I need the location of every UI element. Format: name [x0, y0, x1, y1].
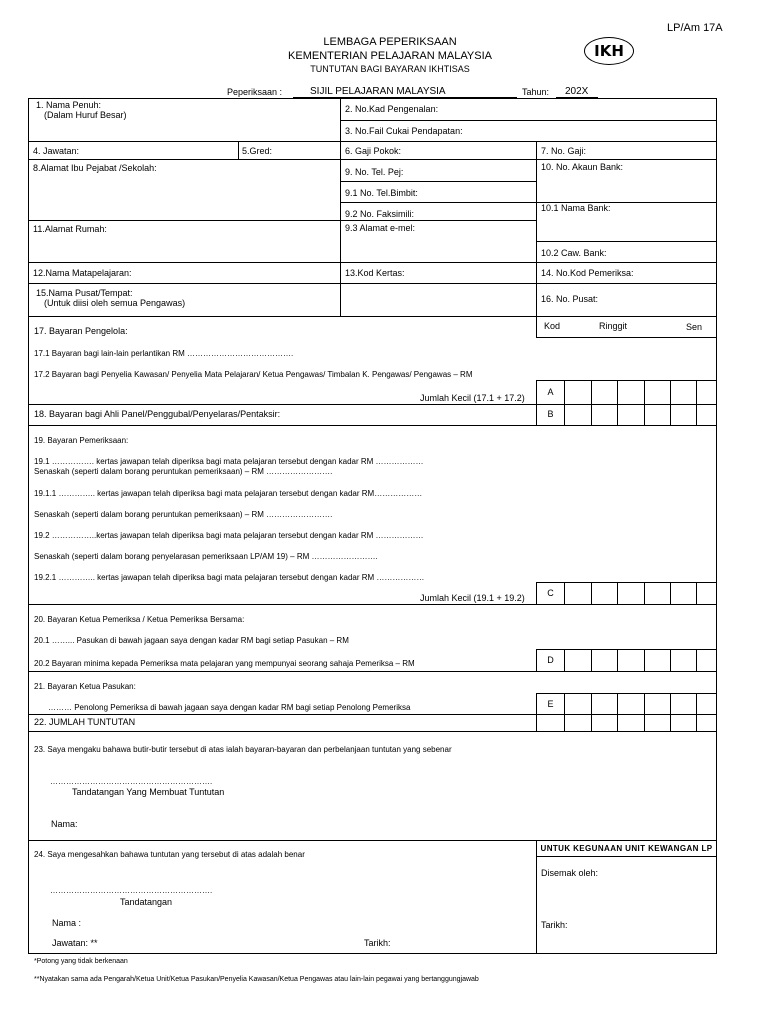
- full-name-note: (Dalam Huruf Besar): [44, 110, 127, 120]
- grade-field[interactable]: 5.Gred:: [242, 146, 273, 156]
- sen-header: Sen: [686, 322, 703, 332]
- paper-code-field[interactable]: 13.Kod Kertas:: [345, 268, 405, 278]
- section-19-2-1a[interactable]: 19.2.1 ………….. kertas jawapan telah diperiksa bagi mata pelajaran tersebut dengan kadar RM ………………: [34, 573, 425, 582]
- section-20-2[interactable]: 20.2 Bayaran minima kepada Pemeriksa mata pelajaran yang mempunyai seorang sahaja Pemeriksa – RM: [34, 659, 415, 668]
- verifier-name-label[interactable]: Nama :: [52, 918, 82, 928]
- fax-field[interactable]: 9.2 No. Faksimili:: [345, 209, 415, 219]
- salary-number-field[interactable]: 7. No. Gaji:: [541, 146, 587, 156]
- code-b: B: [547, 409, 554, 419]
- section-24-confirmation: 24. Saya mengesahkan bahawa tuntutan yang tersebut di atas adalah benar: [34, 850, 305, 859]
- verifier-position-label[interactable]: Jawatan: **: [52, 938, 98, 948]
- code-a: A: [547, 387, 554, 397]
- year-value[interactable]: 202X: [565, 86, 589, 97]
- section-19-1-1b[interactable]: Senaskah (seperti dalam borang peruntukan pemeriksaan) – RM …………………….: [34, 510, 333, 519]
- code-c: C: [547, 588, 554, 598]
- ringgit-header: Ringgit: [599, 321, 628, 331]
- section-19-subtotal: Jumlah Kecil (19.1 + 19.2): [420, 593, 525, 603]
- office-date-field[interactable]: Tarikh:: [541, 920, 568, 930]
- section-23-declaration: 23. Saya mengaku bahawa butir-butir tersebut di atas ialah bayaran-bayaran dan perbelanjaan tuntutan yang sebenar: [34, 745, 452, 754]
- kod-header: Kod: [544, 321, 561, 331]
- section-17-title: 17. Bayaran Pengelola:: [34, 326, 128, 336]
- section-19-2b[interactable]: Senaskah (seperti dalam borang penyelarasan pemeriksaan LP/AM 19) – RM …………………….: [34, 552, 378, 561]
- checked-by-field[interactable]: Disemak oleh:: [541, 868, 599, 878]
- bank-account-field[interactable]: 10. No. Akaun Bank:: [541, 162, 624, 172]
- form-code: LP/Am 17A: [667, 22, 723, 34]
- exam-label: Peperiksaan :: [227, 87, 283, 97]
- basic-salary-field[interactable]: 6. Gaji Pokok:: [345, 146, 402, 156]
- exam-value[interactable]: SIJIL PELAJARAN MALAYSIA: [310, 86, 446, 97]
- footnote-1: *Potong yang tidak berkenaan: [34, 958, 128, 965]
- claimant-signature-label: Tandatangan Yang Membuat Tuntutan: [72, 787, 225, 797]
- examiner-code-field[interactable]: 14. No.Kod Pemeriksa:: [541, 268, 634, 278]
- ministry-title: KEMENTERIAN PELAJARAN MALAYSIA: [288, 50, 492, 62]
- subject-field[interactable]: 12.Nama Matapelajaran:: [33, 268, 132, 278]
- full-name-field[interactable]: 1. Nama Penuh:: [36, 100, 102, 110]
- verifier-date-label[interactable]: Tarikh:: [364, 938, 391, 948]
- year-label: Tahun:: [522, 87, 550, 97]
- section-19-2a[interactable]: 19.2 ……………..kertas jawapan telah diperiksa bagi mata pelajaran tersebut dengan kadar RM ………………: [34, 531, 424, 540]
- ic-number-field[interactable]: 2. No.Kad Pengenalan:: [345, 104, 439, 114]
- code-e: E: [547, 699, 554, 709]
- verifier-signature-label: Tandatangan: [120, 897, 173, 907]
- home-address-field[interactable]: 11.Alamat Rumah:: [33, 224, 107, 234]
- section-17-subtotal: Jumlah Kecil (17.1 + 17.2): [420, 393, 525, 403]
- section-21-1[interactable]: ……… Penolong Pemeriksa di bawah jagaan saya dengan kadar RM bagi setiap Penolong Pemeriksa: [48, 703, 411, 712]
- email-field[interactable]: 9.3 Alamat e-mel:: [345, 223, 416, 233]
- position-field[interactable]: 4. Jawatan:: [33, 146, 80, 156]
- section-19-1a[interactable]: 19.1 ……………. kertas jawapan telah diperiksa bagi mata pelajaran tersebut dengan kadar RM ………………: [34, 457, 424, 466]
- bank-branch-field[interactable]: 10.2 Caw. Bank:: [541, 248, 607, 258]
- total-claim-label: 22. JUMLAH TUNTUTAN: [34, 717, 136, 727]
- footnote-2: **Nyatakan sama ada Pengarah/Ketua Unit/Ketua Pasukan/Penyelia Kawasan/Ketua Pengawas atau lain-lain pegawai yang bertanggungjawab: [34, 976, 479, 983]
- section-18-title[interactable]: 18. Bayaran bagi Ahli Panel/Penggubal/Penyelaras/Pentaksir:: [34, 409, 281, 419]
- mobile-phone-field[interactable]: 9.1 No. Tel.Bimbit:: [345, 188, 418, 198]
- bank-name-field[interactable]: 10.1 Nama Bank:: [541, 203, 611, 213]
- office-phone-field[interactable]: 9. No. Tel. Pej:: [345, 167, 404, 177]
- code-d: D: [547, 655, 554, 665]
- claimant-signature-line[interactable]: …………………………………………………….: [50, 777, 213, 786]
- section-19-title: 19. Bayaran Pemeriksaan:: [34, 436, 129, 445]
- centre-name-field[interactable]: 15.Nama Pusat/Tempat:: [36, 288, 133, 298]
- section-17-2[interactable]: 17.2 Bayaran bagi Penyelia Kawasan/ Penyelia Mata Pelajaran/ Ketua Pengawas/ Timbalan K. Pengawas/ Pengawas – RM: [34, 370, 473, 379]
- section-19-1b[interactable]: Senaskah (seperti dalam borang peruntukan pemeriksaan) – RM …………………….: [34, 467, 333, 476]
- centre-name-note: (Untuk diisi oleh semua Pengawas): [44, 298, 186, 308]
- section-20-1[interactable]: 20.1 ……... Pasukan di bawah jagaan saya dengan kadar RM bagi setiap Pasukan – RM: [34, 636, 349, 645]
- office-address-field[interactable]: 8.Alamat Ibu Pejabat /Sekolah:: [33, 163, 157, 173]
- verifier-signature-line[interactable]: …………………………………………………….: [50, 886, 213, 895]
- form-subtitle: TUNTUTAN BAGI BAYARAN IKHTISAS: [310, 64, 470, 74]
- centre-number-field[interactable]: 16. No. Pusat:: [541, 294, 599, 304]
- org-title: LEMBAGA PEPERIKSAAN: [323, 36, 457, 48]
- claimant-name-label[interactable]: Nama:: [51, 819, 78, 829]
- section-21-title: 21. Bayaran Ketua Pasukan:: [34, 682, 136, 691]
- ikh-logo: IKH: [584, 37, 634, 65]
- section-17-1[interactable]: 17.1 Bayaran bagi lain-lain perlantikan RM ………………………………….: [34, 349, 294, 358]
- section-19-1-1a[interactable]: 19.1.1 ………….. kertas jawapan telah diperiksa bagi mata pelajaran tersebut dengan kadar RM………………: [34, 489, 423, 498]
- section-20-title: 20. Bayaran Ketua Pemeriksa / Ketua Pemeriksa Bersama:: [34, 615, 245, 624]
- tax-file-field[interactable]: 3. No.Fail Cukai Pendapatan:: [345, 126, 463, 136]
- office-use-title: UNTUK KEGUNAAN UNIT KEWANGAN LP: [540, 844, 713, 853]
